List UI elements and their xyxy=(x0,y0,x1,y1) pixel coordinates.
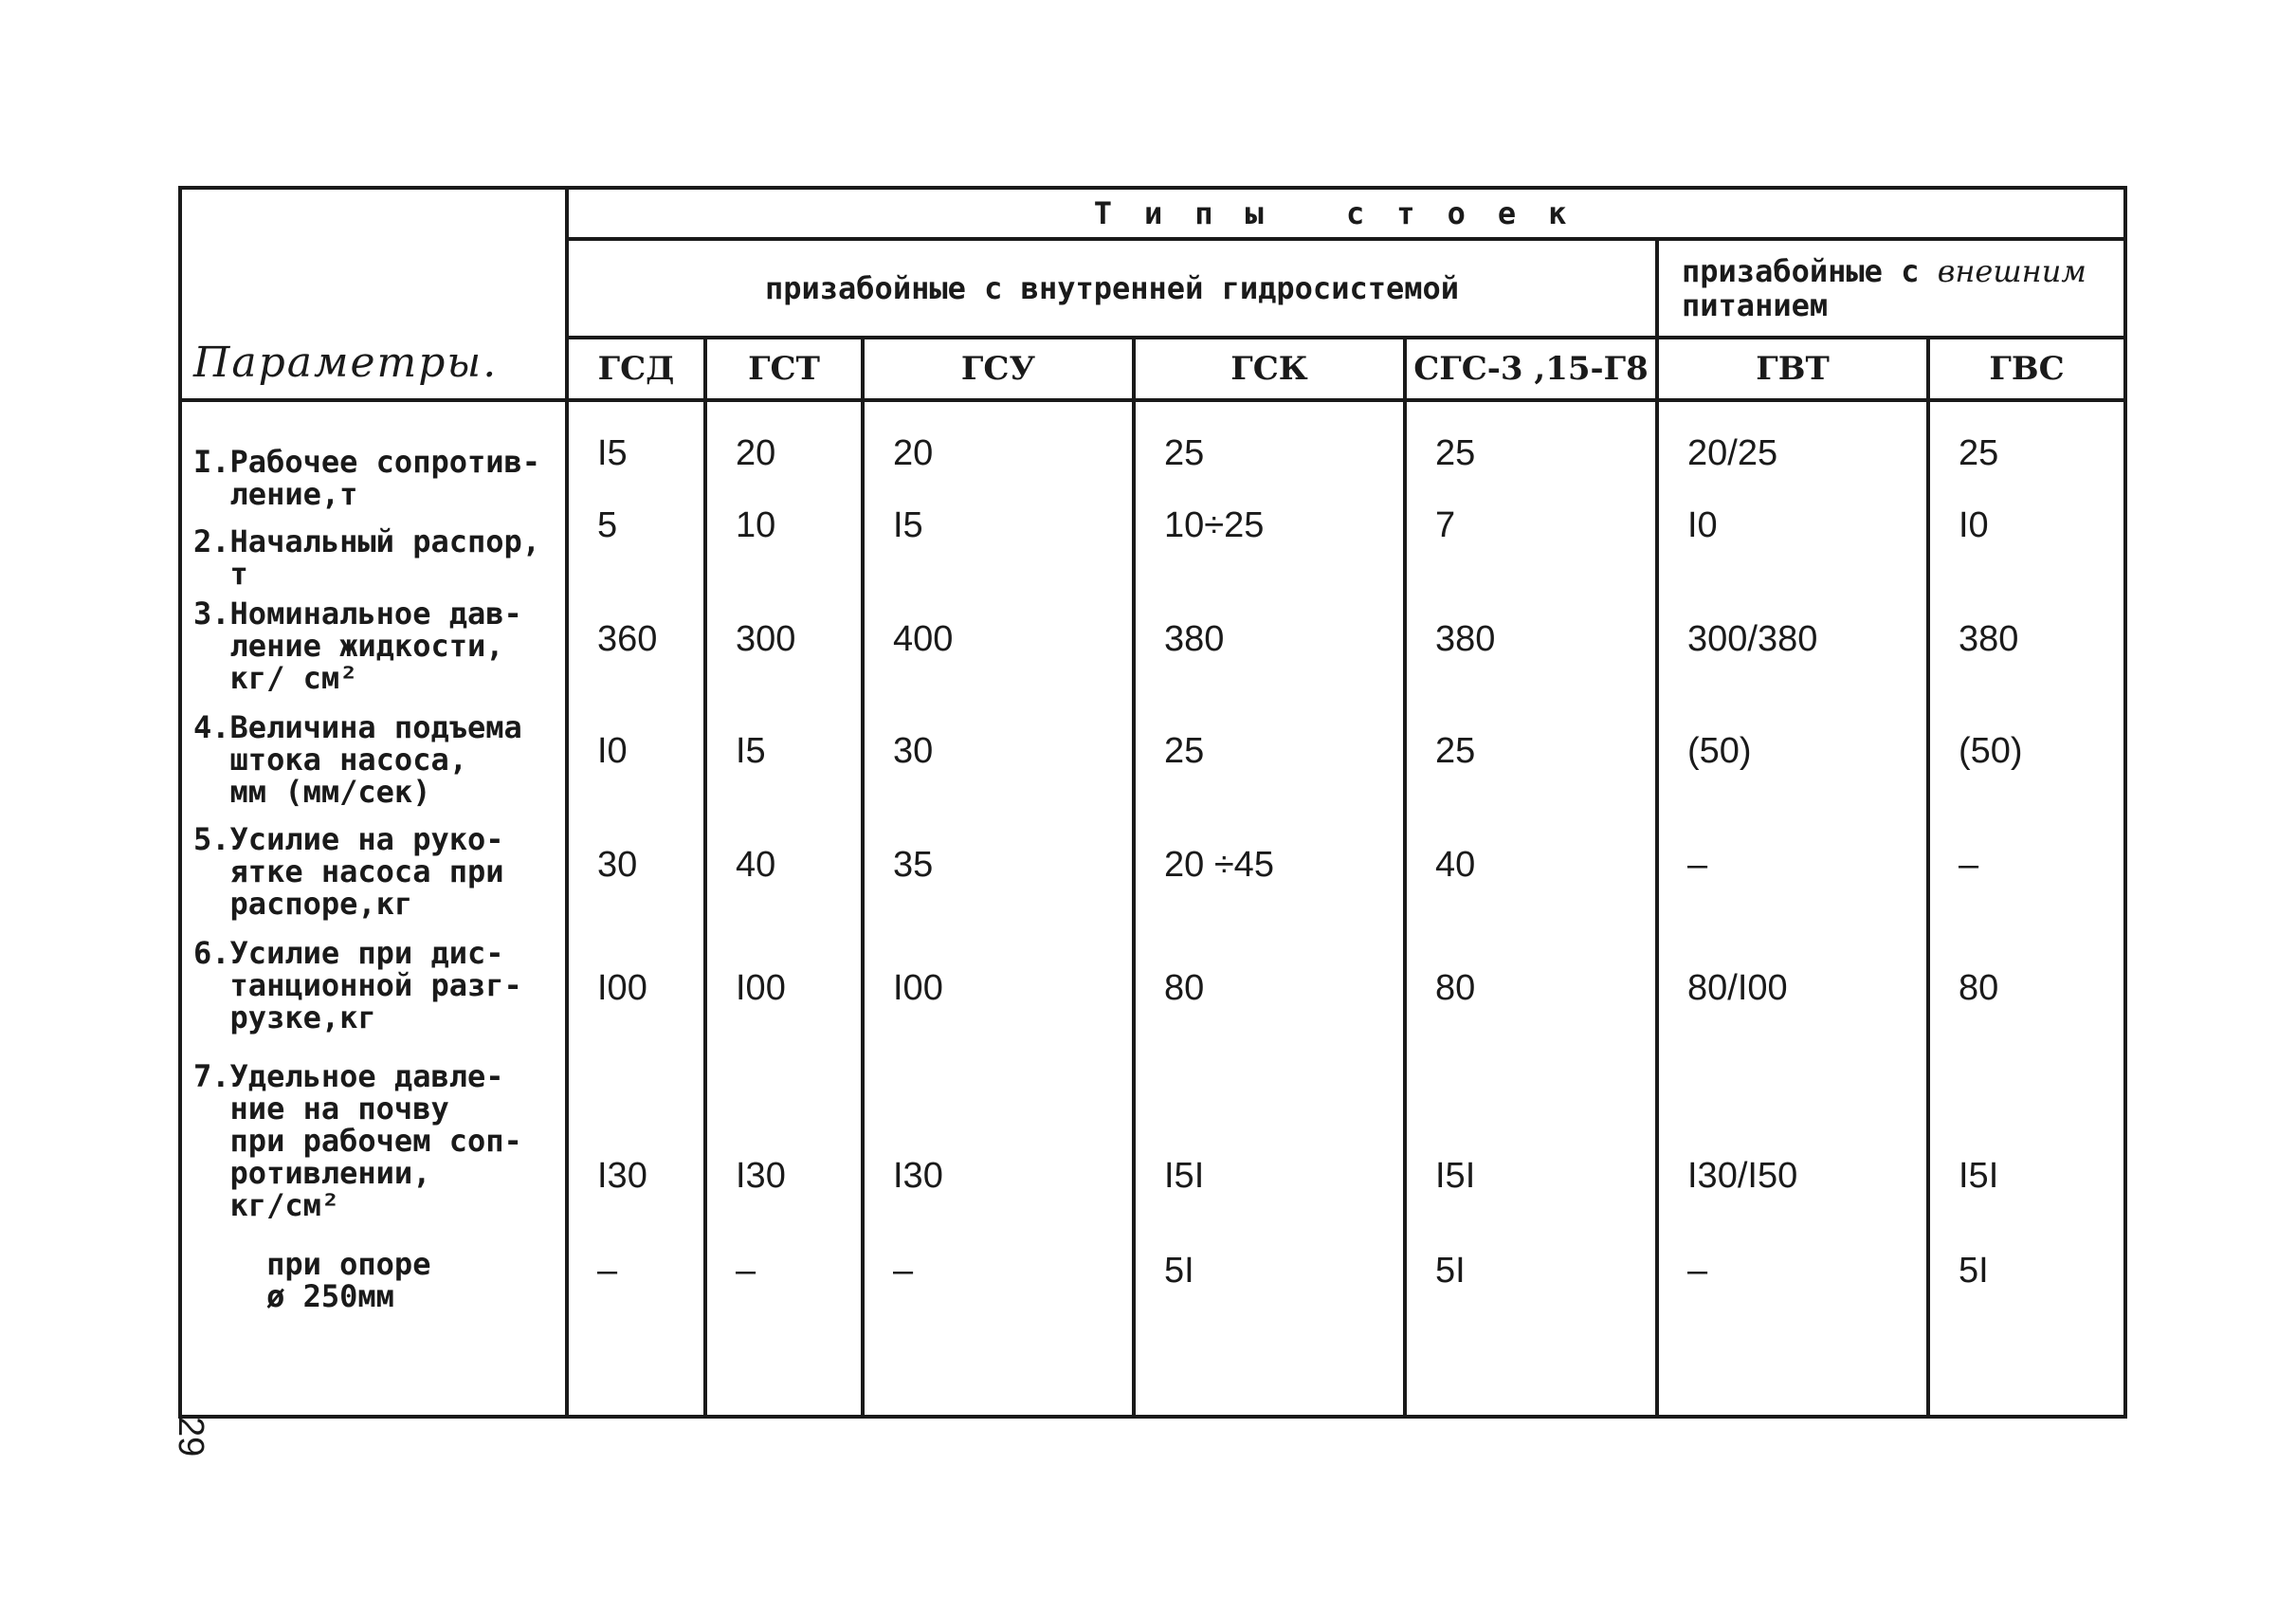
type-header: ГСК xyxy=(1134,338,1405,400)
cell-value: I00 xyxy=(893,968,943,1008)
cell-value: – xyxy=(1687,845,1708,885)
cell-value: I0 xyxy=(1687,505,1718,545)
type-header: ГСУ xyxy=(863,338,1134,400)
cell-value: – xyxy=(1687,1251,1708,1291)
type-header: ГСД xyxy=(567,338,705,400)
cell-value: I30 xyxy=(893,1156,943,1196)
cell-value: I00 xyxy=(736,968,786,1008)
cell-value: 40 xyxy=(736,845,776,885)
cell-value: 5I xyxy=(1959,1251,1989,1291)
cell-value: 25 xyxy=(1435,731,1476,771)
group-external xyxy=(1657,239,2125,338)
cell-value: I30 xyxy=(736,1156,786,1196)
cell-value: 20 ÷45 xyxy=(1164,845,1274,885)
row-label: 2.Начальный распор, т xyxy=(193,523,541,592)
type-header: ГВС xyxy=(1928,338,2125,400)
cell-value: I0 xyxy=(1959,505,1989,545)
cell-value: – xyxy=(893,1251,914,1291)
cell-value: 20 xyxy=(893,433,934,473)
cell-value: 380 xyxy=(1164,619,1225,659)
group-external-suffix: питанием xyxy=(1682,287,1829,323)
parameters-header xyxy=(180,188,567,400)
cell-value: I30 xyxy=(597,1156,647,1196)
cell-value: I0 xyxy=(597,731,628,771)
cell-value: 380 xyxy=(1959,619,2019,659)
cell-value: 5 xyxy=(597,505,618,545)
row-label: 4.Величина подъема штока насоса, мм (мм/сек) xyxy=(193,709,522,810)
type-header: СГС-3 ,15-Г8 xyxy=(1405,338,1657,400)
value-column xyxy=(1657,400,1928,1417)
cell-value: 300/380 xyxy=(1687,619,1818,659)
cell-value: 25 xyxy=(1959,433,1999,473)
cell-value: 25 xyxy=(1435,433,1476,473)
cell-value: 20/25 xyxy=(1687,433,1778,473)
cell-value: 30 xyxy=(893,731,934,771)
parameters-label: Параметры. xyxy=(193,339,499,387)
cell-value: 25 xyxy=(1164,731,1205,771)
row-label: I.Рабочее сопротив- ление,т xyxy=(193,444,541,512)
cell-value: 30 xyxy=(597,845,638,885)
cell-value: 80 xyxy=(1164,968,1205,1008)
types-title: Типы стоек xyxy=(567,188,2125,239)
cell-value: 5I xyxy=(1435,1251,1466,1291)
row-label: 6.Усилие при дис- танционной разг- рузке,кг xyxy=(193,935,522,1035)
row-label: 3.Номинальное дав- ление жидкости, кг/ см² xyxy=(193,595,522,696)
cell-value: – xyxy=(1959,845,1979,885)
row-label: 7.Удельное давле- ние на почву при рабочем соп- ротивлении, кг/см² xyxy=(193,1058,522,1223)
cell-value: I5I xyxy=(1164,1156,1205,1196)
row-label: 5.Усилие на руко- ятке насоса при распоре,кг xyxy=(193,821,504,922)
cell-value: (50) xyxy=(1959,731,2023,771)
group-external-italic: внешним xyxy=(1937,253,2086,289)
cell-value: 80 xyxy=(1435,968,1476,1008)
group-external-prefix: призабойные с xyxy=(1682,253,1938,289)
cell-value: 35 xyxy=(893,845,934,885)
cell-value: I5 xyxy=(736,731,766,771)
type-header: ГСТ xyxy=(705,338,863,400)
value-column xyxy=(705,400,863,1417)
value-column xyxy=(1405,400,1657,1417)
cell-value: 380 xyxy=(1435,619,1496,659)
cell-value: 360 xyxy=(597,619,658,659)
cell-value: – xyxy=(597,1251,618,1291)
cell-value: I5 xyxy=(893,505,923,545)
cell-value: I30/I50 xyxy=(1687,1156,1798,1196)
label-column xyxy=(180,400,567,1417)
cell-value: I00 xyxy=(597,968,647,1008)
page-number: 29 xyxy=(171,1417,210,1457)
cell-value: 25 xyxy=(1164,433,1205,473)
cell-value: 10 xyxy=(736,505,776,545)
value-column xyxy=(1928,400,2125,1417)
cell-value: 80 xyxy=(1959,968,1999,1008)
value-column xyxy=(567,400,705,1417)
cell-value: 80/I00 xyxy=(1687,968,1788,1008)
cell-value: I5 xyxy=(597,433,628,473)
cell-value: 40 xyxy=(1435,845,1476,885)
cell-value: 20 xyxy=(736,433,776,473)
value-column xyxy=(863,400,1134,1417)
cell-value: 400 xyxy=(893,619,954,659)
type-header: ГВТ xyxy=(1657,338,1928,400)
cell-value: – xyxy=(736,1251,756,1291)
group-internal: призабойные с внутренней гидросистемой xyxy=(567,239,1657,338)
cell-value: I5I xyxy=(1959,1156,1999,1196)
cell-value: 7 xyxy=(1435,505,1456,545)
cell-value: 10÷25 xyxy=(1164,505,1265,545)
row-label: при опоре ø 250мм xyxy=(266,1246,431,1314)
parameters-table xyxy=(178,186,2127,1419)
value-column xyxy=(1134,400,1405,1417)
cell-value: 5I xyxy=(1164,1251,1194,1291)
cell-value: I5I xyxy=(1435,1156,1476,1196)
cell-value: (50) xyxy=(1687,731,1752,771)
cell-value: 300 xyxy=(736,619,796,659)
